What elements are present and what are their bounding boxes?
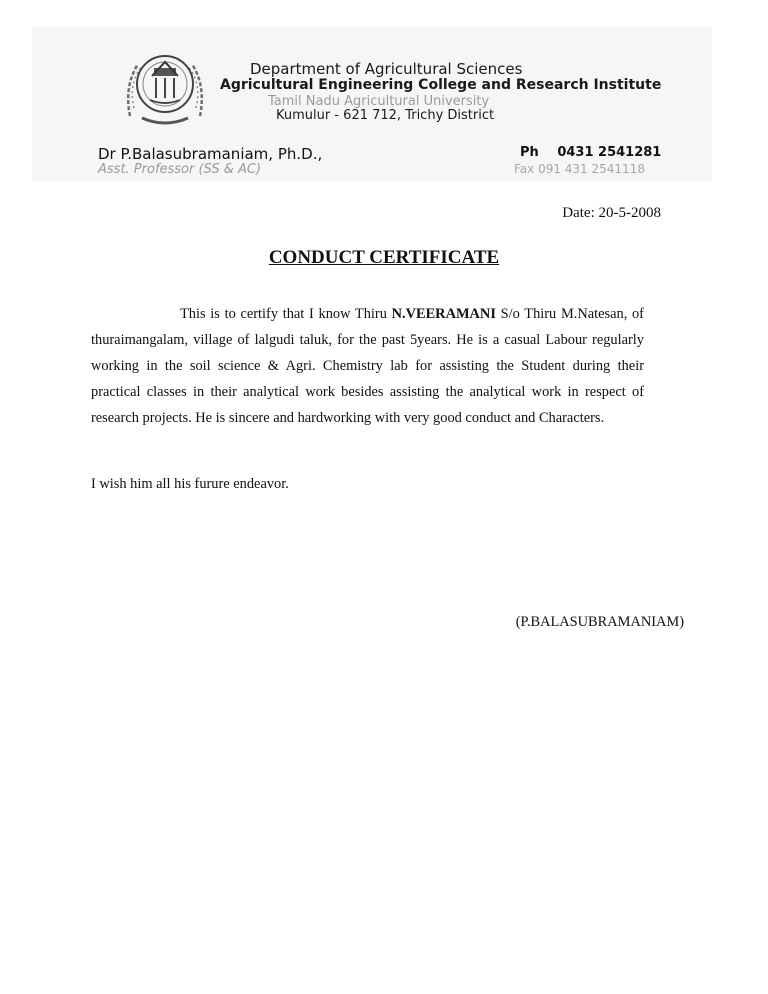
college-address: Kumulur - 621 712, Trichy District [276,108,495,123]
certificate-body-text: S/o Thiru M.Natesan, of thuraimangalam, village of lalgudi taluk, for the past 5years. He is a casual Labour regularly working in the soil science & Agri. Chemistry lab for assisting the Student during their practical classes in their analytical work besides assisting the analytical work in respect of research projects. He is sincere and hardworking with very good conduct and Characters. [91,306,644,426]
university-seal-logo [120,46,210,130]
phone-number: 0431 2541281 [557,145,662,160]
certificate-intro: This is to certify that I know Thiru [180,306,392,322]
letterhead [32,26,712,182]
certificate-body [91,301,644,431]
closing-wish: I wish him all his furure endeavor. [91,476,289,492]
university-name: Tamil Nadu Agricultural University [268,94,490,109]
letter-date: Date: 20-5-2008 [562,205,661,221]
sender-name: Dr P.Balasubramaniam, Ph.D., [98,145,323,163]
certificate-title: CONDUCT CERTIFICATE [268,247,500,268]
college-name: Agricultural Engineering College and Research Institute [220,77,662,93]
department-name: Department of Agricultural Sciences [250,60,523,78]
signature-name: (P.BALASUBRAMANIAM) [515,614,684,630]
person-name: N.VEERAMANI [391,306,496,322]
phone-label: Ph [520,145,539,160]
fax-number: Fax 091 431 2541118 [514,162,645,176]
sender-designation: Asst. Professor (SS & AC) [98,162,262,177]
phone-line [520,145,661,160]
